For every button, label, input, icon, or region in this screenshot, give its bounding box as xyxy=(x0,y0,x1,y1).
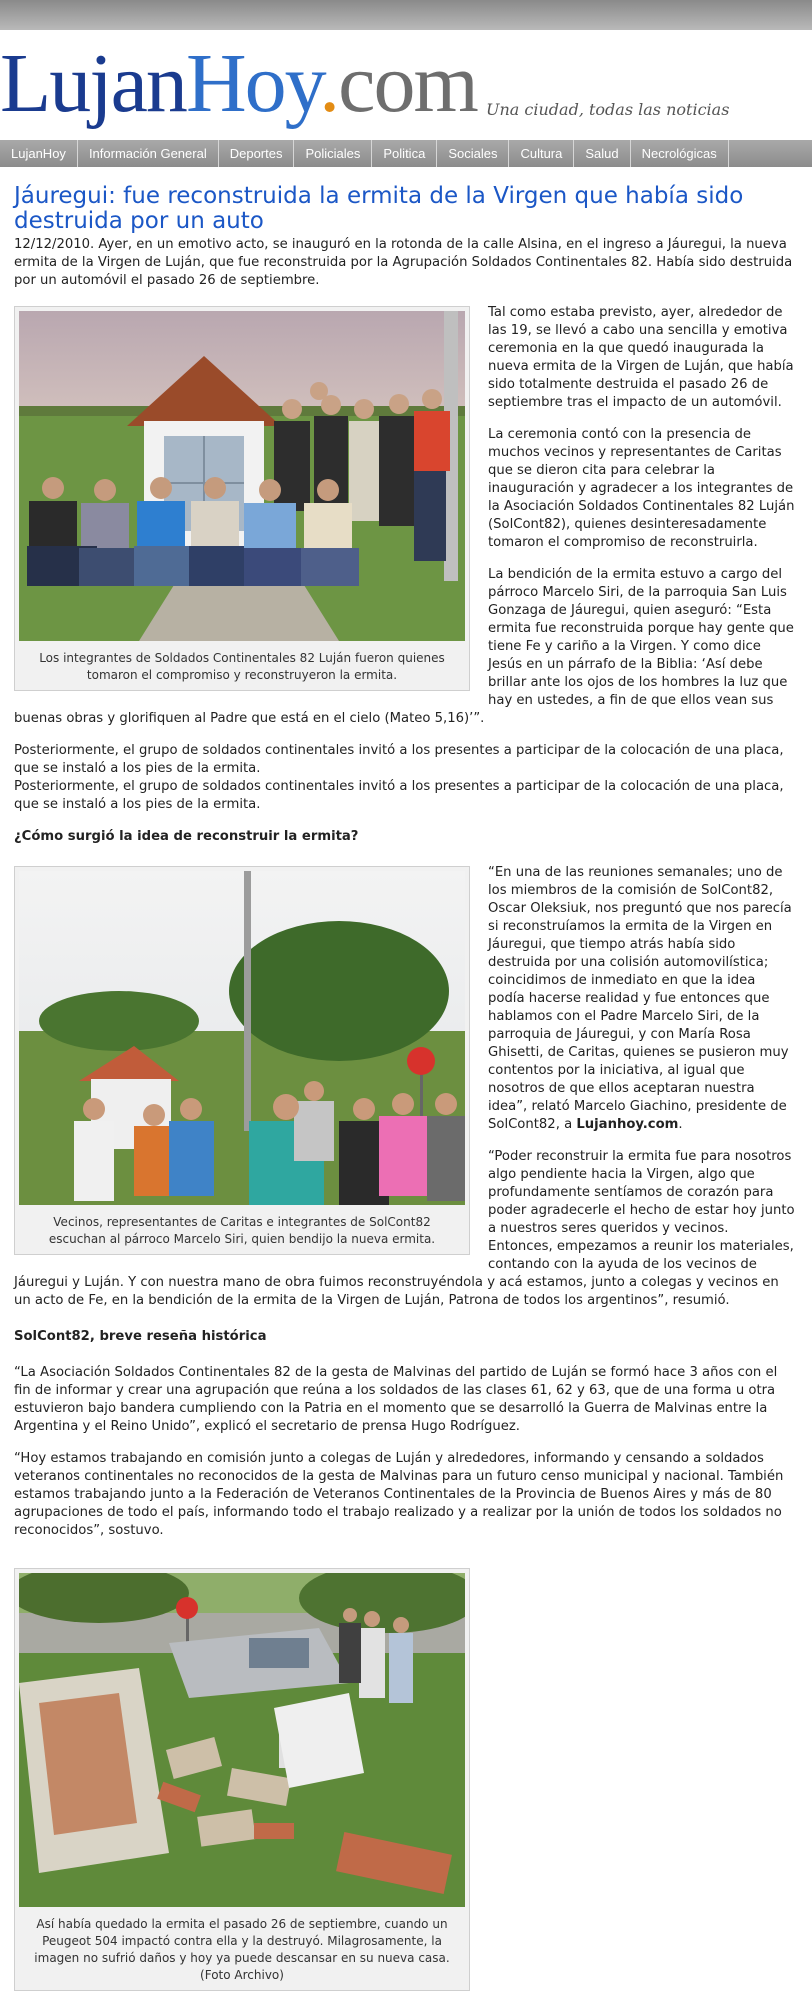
photo-figure-2 xyxy=(14,866,470,1255)
photo-caption-1: Los integrantes de Soldados Continentales 82 Luján fueron quienes tomaron el compromiso y reconstruyeron la ermita. xyxy=(39,651,445,682)
photo-figure-3 xyxy=(14,1568,470,1991)
site-tagline: Una ciudad, todas las noticias xyxy=(486,100,730,119)
article-title[interactable]: Jáuregui: fue reconstruida la ermita de la Virgen que había sido destruida por un auto xyxy=(14,183,744,234)
logo-com: com xyxy=(338,37,477,130)
article-lead: 12/12/2010. Ayer, en un emotivo acto, se inauguró en la rotonda de la calle Alsina, en el ingreso a Jáuregui, la nueva ermita de la Virgen de Luján, que fue reconstruida por la Agrupación Soldados Continentales 82. Había sido destruida por un automóvil el pasado 26 de septiembre. xyxy=(14,237,793,288)
photo-group-ermita[interactable] xyxy=(19,311,465,647)
nav-item-salud[interactable]: Salud xyxy=(574,140,630,167)
nav-item-politica[interactable]: Politica xyxy=(372,140,437,167)
article-paragraph-2: La ceremonia contó con la presencia de muchos vecinos y representantes de Caritas que se dieron cita para celebrar la inauguración y agradecer a los integrantes de la Asociación Soldados Continentales 82 Luján (SolCont82), quienes desinteresadamente tomaron el compromiso de reconstruirla. xyxy=(488,427,795,550)
nav-item-necrologicas[interactable]: Necrológicas xyxy=(631,140,729,167)
lujanhoy-brand-link[interactable]: Lujanhoy.com xyxy=(576,1117,679,1132)
article-paragraph-9: “Hoy estamos trabajando en comisión junto a colegas de Luján y alrededores, informando y censando a soldados veteranos continentales no reconocidos de la gesta de Malvinas para un futuro censo municipal y nacional. También estamos trabajando junto a la Federación de Veteranos Continentales de la Provincia de Buenos Aires y más de 80 agrupaciones de todo el país, informando todo el trabajo realizado y a realizar por la unión de todos los soldados no reconocidos”, sostuvo. xyxy=(14,1451,784,1538)
article-paragraph-6-end: . xyxy=(678,1117,683,1132)
article-paragraph-5: Posteriormente, el grupo de soldados continentales invitó a los presentes a participar de la colocación de una placa, que se instaló a los pies de la ermita. xyxy=(14,779,784,812)
main-nav xyxy=(0,140,812,167)
photo-caption-3: Así había quedado la ermita el pasado 26 de septiembre, cuando un Peugeot 504 impactó contra ella y la destruyó. Milagrosamente, la imagen no sufrió daños y hoy ya puede descansar en su nueva casa. (Foto Archivo) xyxy=(34,1917,450,1982)
photo-destroyed-ermita-image xyxy=(19,1573,465,1907)
article-paragraph-4: Posteriormente, el grupo de soldados continentales invitó a los presentes a participar de la colocación de una placa, que se instaló a los pies de la ermita. xyxy=(14,743,784,776)
nav-item-sociales[interactable]: Sociales xyxy=(437,140,509,167)
article-paragraph-7: “Poder reconstruir la ermita fue para nosotros algo pendiente hacia la Virgen, algo que profundamente sentíamos de corazón para poder agradecerle el hecho de estar hoy junto a nuestros seres queridos y vecinos. Entonces, empezamos a reunir los materiales, contando con la ayuda de los vecinos de Jáuregui y Luján. Y con nuestra mano de obra fuimos reconstruyéndola y acá estamos, junto a colegas y vecinos en un acto de Fe, en la bendición de la ermita de la Virgen de Luján, Patrona de todos los argentinos”, resumió. xyxy=(14,1149,795,1308)
logo-wordmark xyxy=(0,34,477,134)
photo-figure-1 xyxy=(14,306,470,691)
nav-item-cultura[interactable]: Cultura xyxy=(509,140,574,167)
article-paragraph-3: La bendición de la ermita estuvo a cargo del párroco Marcelo Siri, de la parroquia San Luis Gonzaga de Jáuregui, quien aseguró: “Esta ermita fue reconstruida porque hay gente que tiene Fe y cariño a la Virgen. Y como dice Jesús en un párrafo de la Biblia: ‘Así debe brillar ante los ojos de los hombres la luz que hay en ustedes, a fin de que ellos vean sus buenas obras y glorifiquen al Padre que está en el cielo (Mateo 5,16)’”. xyxy=(14,567,794,726)
article-paragraph-8: “La Asociación Soldados Continentales 82 de la gesta de Malvinas del partido de Luján se formó hace 3 años con el fin de informar y crear una agrupación que reúna a los soldados de las clases 61, 62 y 63, que de una forma u otra estuvieron bajo bandera cumpliendo con la Patria en el momento que se desarrolló la Guerra de Malvinas entre la Argentina y el Reino Unido”, explicó el secretario de prensa Hugo Rodríguez. xyxy=(14,1365,778,1434)
nav-item-lujanhoy[interactable]: LujanHoy xyxy=(0,140,78,167)
photo-crowd-blessing-image xyxy=(19,871,465,1205)
article xyxy=(14,184,796,2000)
top-gradient-bar xyxy=(0,0,812,30)
photo-destroyed-ermita[interactable] xyxy=(19,1573,465,1913)
logo-hoy: Hoy xyxy=(185,37,320,130)
nav-item-informacion-general[interactable]: Información General xyxy=(78,140,219,167)
nav-item-deportes[interactable]: Deportes xyxy=(219,140,295,167)
section-heading-history: SolCont82, breve reseña histórica xyxy=(14,1329,267,1344)
article-paragraph-6-text: “En una de las reuniones semanales; uno de los miembros de la comisión de SolCont82, Oscar Oleksiuk, nos preguntó que nos parecía si reconstruíamos la ermita de la Virgen en Jáuregui, que tiempo atrás había sido destruida por una colisión automovilística; coincidimos de inmediato en que la idea podía hacerse realidad y fue entonces que hablamos con el Padre Marcelo Siri, de la parroquia de Jáuregui, y con María Rosa Ghisetti, de Caritas, quienes se pusieron muy contentos por la iniciativa, al igual que nosotros de que ellos aceptaran nuestra idea”, relató Marcelo Giachino, presidente de SolCont82, a xyxy=(488,865,792,1132)
logo-lujan: Lujan xyxy=(0,37,186,130)
photo-crowd-blessing[interactable] xyxy=(19,871,465,1211)
photo-caption-2: Vecinos, representantes de Caritas e integrantes de SolCont82 escuchan al párroco Marcelo Siri, quien bendijo la nueva ermita. xyxy=(48,1215,436,1246)
nav-item-policiales[interactable]: Policiales xyxy=(294,140,372,167)
article-paragraph-1: Tal como estaba previsto, ayer, alrededor de las 19, se llevó a cabo una sencilla y emotiva ceremonia en la que quedó inaugurada la nueva ermita de la Virgen de Luján, que había sido totalmente destruida el pasado 26 de septiembre tras el impacto de un automóvil. xyxy=(488,305,794,410)
section-heading-idea: ¿Cómo surgió la idea de reconstruir la ermita? xyxy=(14,829,359,844)
photo-group-ermita-image xyxy=(19,311,465,641)
logo-dot: . xyxy=(319,37,339,130)
